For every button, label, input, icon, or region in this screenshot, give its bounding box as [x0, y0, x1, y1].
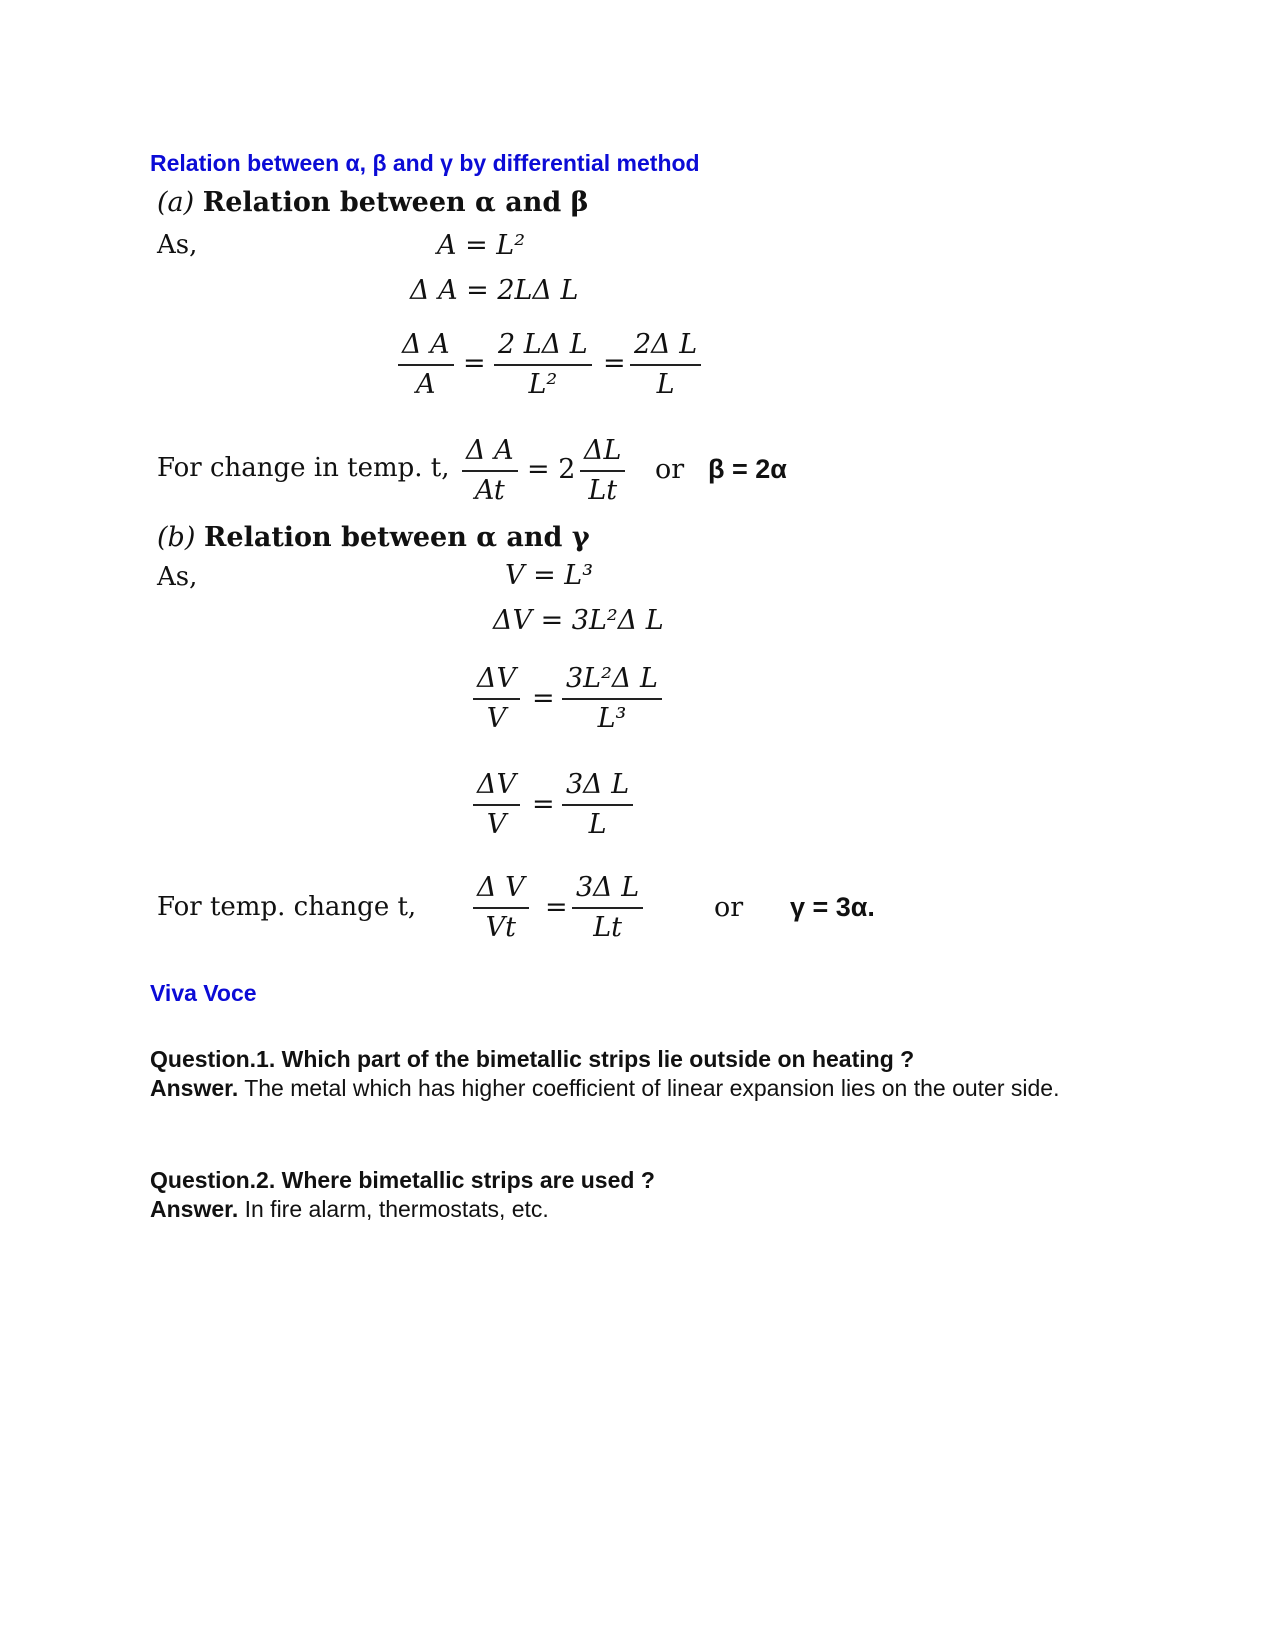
part-b-frac6	[572, 873, 643, 943]
part-b-frac5-num: Δ V	[473, 873, 529, 909]
part-b-heading	[157, 522, 590, 553]
answer-1-text: The metal which has higher coefficient of linear expansion lies on the outer side.	[238, 1075, 1060, 1101]
qa-item-1	[150, 1045, 1110, 1103]
part-a-frac2	[494, 330, 592, 400]
part-b-frac5-den: Vt	[485, 912, 516, 943]
part-a-frac3	[630, 330, 701, 400]
part-b-frac3-num: ΔV	[473, 770, 520, 806]
part-a-frac4	[462, 436, 518, 506]
part-a-frac5-den: Lt	[588, 475, 618, 506]
part-b-frac3-den: V	[486, 809, 507, 840]
equals-sign: =	[463, 348, 486, 379]
equals-sign: =	[532, 683, 555, 714]
part-a-frac4-den: At	[474, 475, 505, 506]
part-b-as: As,	[157, 562, 198, 592]
part-a-frac2-num: 2 LΔ L	[494, 330, 592, 366]
part-b-frac4-den: L	[588, 809, 607, 840]
part-b-frac2-den: L³	[597, 703, 627, 734]
part-b-frac2-num: 3L²Δ L	[562, 664, 662, 700]
answer-2-text: In fire alarm, thermostats, etc.	[238, 1196, 549, 1222]
part-b-label: (b)	[157, 522, 196, 553]
equals-sign: =	[545, 892, 568, 923]
part-a-result: β = 2α	[708, 454, 787, 484]
part-a-frac5	[580, 436, 625, 506]
part-b-or: or	[714, 892, 744, 923]
part-a-coef: = 2	[527, 454, 576, 485]
part-b-frac1-num: ΔV	[473, 664, 520, 700]
part-a-eq1: A = L²	[437, 230, 526, 261]
part-a-or: or	[655, 454, 685, 485]
answer-2-label: Answer.	[150, 1196, 239, 1222]
part-a-frac1-den: A	[416, 369, 436, 400]
part-a-eq2: Δ A = 2LΔ L	[410, 275, 579, 306]
equals-sign: =	[532, 789, 555, 820]
part-a-frac3-num: 2Δ L	[630, 330, 701, 366]
part-a-frac1-num: Δ A	[398, 330, 454, 366]
part-a-frac3-den: L	[656, 369, 675, 400]
viva-title: Viva Voce	[150, 980, 257, 1006]
part-b-frac6-den: Lt	[593, 912, 622, 943]
part-b-frac1-den: V	[486, 703, 507, 734]
part-b-temp-label: For temp. change t,	[157, 892, 417, 922]
equals-sign: =	[603, 348, 626, 379]
part-b-frac4	[562, 770, 633, 840]
part-a-frac4-num: Δ A	[462, 436, 518, 472]
part-b-eq1: V = L³	[505, 560, 594, 591]
part-b-frac4-num: 3Δ L	[562, 770, 633, 806]
part-b-frac1	[473, 664, 520, 734]
part-b-frac2	[562, 664, 662, 734]
part-a-heading	[157, 187, 589, 218]
question-2: Question.2. Where bimetallic strips are used ?	[150, 1167, 655, 1193]
section-title: Relation between α, β and γ by differential method	[150, 150, 700, 176]
part-a-title: Relation between α and β	[202, 187, 589, 218]
answer-1-label: Answer.	[150, 1075, 239, 1101]
part-a-frac5-num: ΔL	[580, 436, 625, 472]
part-b-frac5	[473, 873, 529, 943]
part-b-frac3	[473, 770, 520, 840]
question-1: Question.1. Which part of the bimetallic strips lie outside on heating ?	[150, 1046, 915, 1072]
part-a-frac2-den: L²	[528, 369, 558, 400]
part-a-frac1	[398, 330, 454, 400]
part-a-temp-label: For change in temp. t,	[157, 453, 450, 483]
part-b-title: Relation between α and γ	[203, 522, 590, 553]
part-b-frac6-num: 3Δ L	[572, 873, 643, 909]
part-b-eq2: ΔV = 3L²Δ L	[493, 605, 664, 636]
part-b-result: γ = 3α.	[790, 892, 875, 922]
part-a-as: As,	[157, 230, 198, 260]
part-a-label: (a)	[157, 187, 195, 218]
qa-item-2	[150, 1166, 1110, 1224]
